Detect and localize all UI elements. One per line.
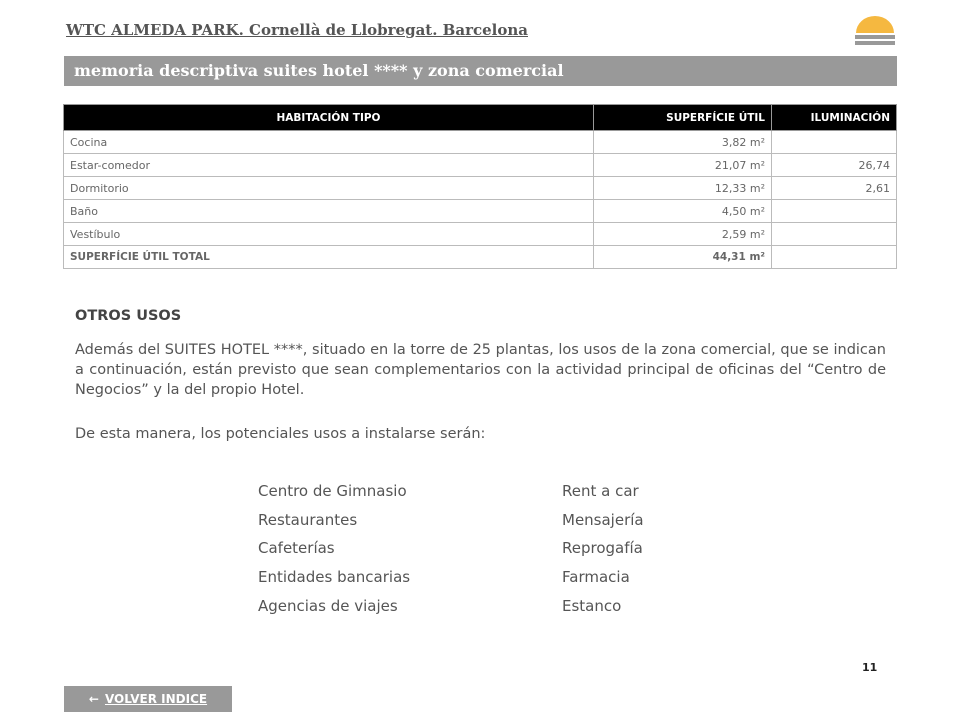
list-item: Estanco	[562, 596, 622, 615]
table-row	[64, 177, 897, 200]
room-name-cell: Dormitorio	[64, 177, 594, 200]
area-cell: 4,50 m²	[594, 200, 772, 223]
list-item: Farmacia	[562, 568, 630, 587]
lighting-cell: 2,61	[772, 177, 897, 200]
table-row	[64, 131, 897, 154]
room-name-cell: Baño	[64, 200, 594, 223]
room-name-cell: Cocina	[64, 131, 594, 154]
list-item: Rent a car	[562, 482, 639, 500]
lighting-cell	[772, 131, 897, 154]
arrow-left-icon: ←	[88, 692, 99, 706]
section-title: memoria descriptiva suites hotel **** y zona comercial	[64, 56, 897, 86]
total-label-cell: SUPERFÍCIE ÚTIL TOTAL	[64, 246, 594, 269]
table-header-row	[64, 105, 897, 131]
lighting-cell: 26,74	[772, 154, 897, 177]
table-row	[64, 223, 897, 246]
lighting-cell	[772, 200, 897, 223]
uses-list-left	[258, 477, 410, 621]
sunset-logo-icon	[852, 16, 898, 48]
list-item: Centro de Gimnasio	[258, 482, 407, 500]
other-uses-paragraph: Además del SUITES HOTEL ****, situado en la torre de 25 plantas, los usos de la zona comercial, que se indican a continuación, están previsto que sean complementarios con la actividad principal de oficinas del “Centro de Negocios” y la del propio Hotel.	[75, 342, 886, 398]
lighting-cell	[772, 223, 897, 246]
area-cell: 2,59 m²	[594, 223, 772, 246]
table-row	[64, 154, 897, 177]
project-title-link[interactable]: WTC ALMEDA PARK. Cornellà de Llobregat. Barcelona	[66, 21, 528, 39]
area-cell: 3,82 m²	[594, 131, 772, 154]
area-cell: 21,07 m²	[594, 154, 772, 177]
back-to-index-button[interactable]	[64, 686, 232, 712]
total-area-cell: 44,31 m²	[594, 246, 772, 269]
room-table	[63, 104, 897, 269]
total-lighting-cell	[772, 246, 897, 269]
back-button-label: VOLVER INDICE	[104, 692, 208, 706]
column-header-room-type: HABITACIÓN TIPO	[64, 105, 594, 131]
page-number: 11	[862, 661, 878, 674]
area-cell: 12,33 m²	[594, 177, 772, 200]
list-item: Cafeterías	[258, 539, 335, 558]
list-item: Reprogafía	[562, 539, 643, 558]
uses-list-right	[562, 477, 644, 621]
room-name-cell: Estar-comedor	[64, 154, 594, 177]
room-name-cell: Vestíbulo	[64, 223, 594, 246]
list-item: Entidades bancarias	[258, 568, 411, 587]
table-total-row	[64, 246, 897, 269]
list-item: Agencias de viajes	[258, 596, 398, 615]
table-row	[64, 200, 897, 223]
list-item: Mensajería	[562, 510, 644, 529]
uses-intro-paragraph: De esta manera, los potenciales usos a instalarse serán:	[75, 426, 486, 442]
other-uses-heading: OTROS USOS	[75, 308, 182, 324]
column-header-usable-area: SUPERFÍCIE ÚTIL	[594, 105, 772, 131]
column-header-lighting: ILUMINACIÓN	[772, 105, 897, 131]
list-item: Restaurantes	[258, 510, 358, 529]
